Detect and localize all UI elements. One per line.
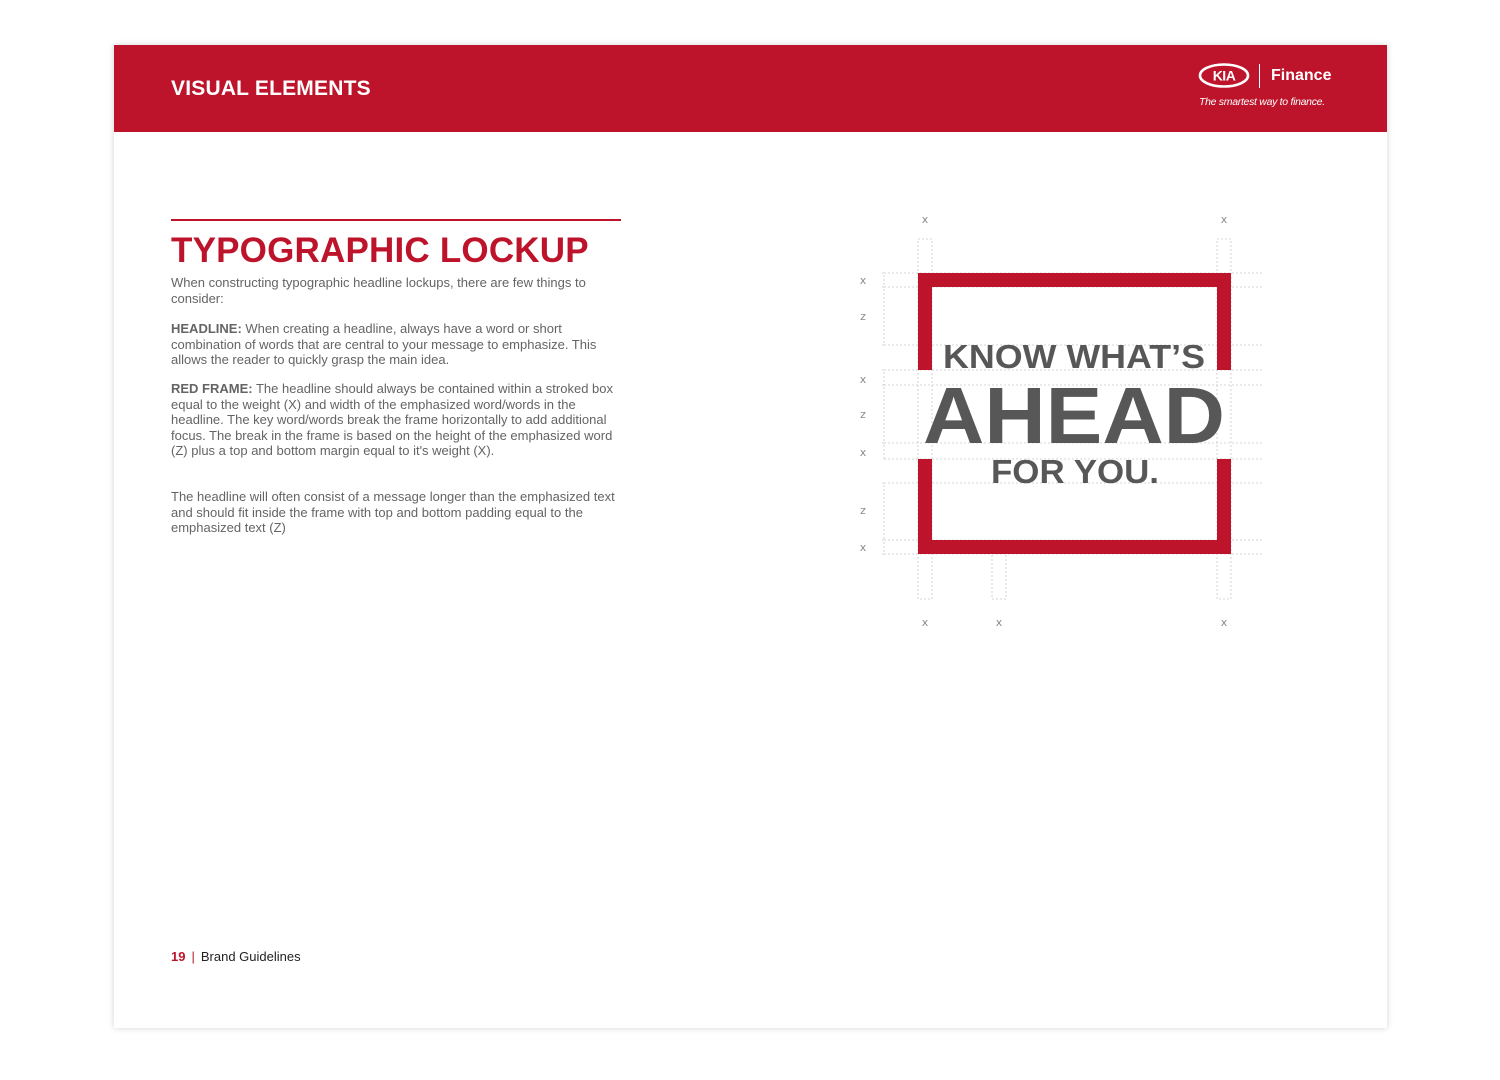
lockup-line-2: AHEAD: [923, 371, 1225, 460]
section-rule: [171, 219, 621, 221]
brand-divider: [1259, 64, 1260, 88]
top-label-x-2: x: [1220, 213, 1228, 226]
left-label-x-3: x: [859, 446, 867, 459]
closing-paragraph: The headline will often consist of a message longer than the emphasized text and should fit inside the frame with top and bottom padding equal to the emphasized text (Z): [171, 489, 615, 535]
brand-finance: Finance: [1271, 67, 1332, 84]
left-label-x-2: x: [859, 373, 867, 386]
intro-paragraph: When constructing typographic headline lockups, there are few things to consider:: [171, 275, 586, 306]
kia-finance-brand: [1198, 63, 1348, 113]
frame-paragraph: [171, 381, 631, 459]
kia-logo: [1198, 63, 1250, 89]
headline-paragraph: [171, 321, 631, 368]
headline-text: When creating a headline, always have a word or short combination of words that are central to your message to emphasize. This allows the reader to quickly grasp the main idea.: [171, 321, 597, 367]
page-footer: [171, 949, 301, 964]
lockup-line-1: KNOW WHAT’S: [943, 338, 1205, 375]
headline-label: HEADLINE:: [171, 321, 242, 336]
frame-label: RED FRAME:: [171, 381, 253, 396]
left-label-x-1: x: [859, 274, 867, 287]
footer-separator: |: [191, 949, 195, 964]
lockup-diagram: [854, 205, 1274, 645]
page-number: 19: [171, 949, 186, 964]
left-label-z-2: z: [860, 408, 866, 421]
brand-tagline: The smartest way to finance.: [1199, 96, 1325, 108]
footer-label: Brand Guidelines: [200, 949, 301, 964]
bottom-label-x-1: x: [921, 616, 929, 629]
guideline-page: [114, 45, 1387, 1028]
lockup-line-3: FOR YOU.: [991, 453, 1159, 490]
frame-text: The headline should always be contained within a stroked box equal to the weight (X) and width of the emphasized word/words in the headline. The key word/words break the frame horizontally to add additional focus. The break in the frame is based on the height of the emphasized word (Z) plus a top and bottom margin equal to it's weight (X).: [171, 381, 613, 458]
bottom-label-x-2: x: [995, 616, 1003, 629]
left-label-z-3: z: [860, 504, 866, 517]
header-title: VISUAL ELEMENTS: [171, 77, 371, 100]
top-label-x-1: x: [921, 213, 929, 226]
section-title: TYPOGRAPHIC LOCKUP: [171, 231, 589, 270]
svg-text:KIA: KIA: [1212, 67, 1236, 84]
left-label-z-1: z: [860, 310, 866, 323]
page-header: [114, 45, 1387, 132]
left-label-x-4: x: [859, 541, 867, 554]
bottom-label-x-3: x: [1220, 616, 1228, 629]
